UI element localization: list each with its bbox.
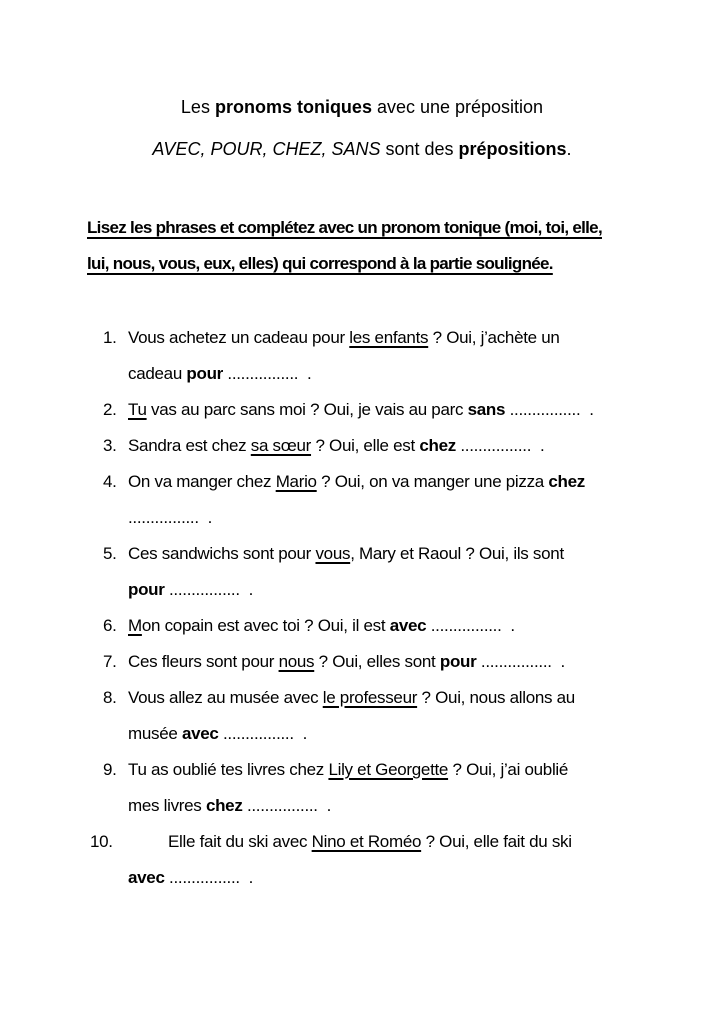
text-segment: vas au parc sans moi ? Oui, je vais au parc bbox=[146, 400, 468, 419]
text-segment: cadeau bbox=[128, 364, 187, 383]
exercise-item bbox=[103, 320, 637, 392]
exercise-line-first bbox=[103, 320, 637, 356]
text-segment: pour bbox=[186, 364, 223, 383]
text-segment: Vous allez au musée avec bbox=[128, 688, 323, 707]
text-segment: ? Oui, j’achète un bbox=[428, 328, 560, 347]
text-segment: Ces sandwichs sont pour bbox=[128, 544, 316, 563]
exercise-item bbox=[103, 464, 637, 536]
instruction-paragraph bbox=[87, 210, 637, 282]
exercise-item bbox=[103, 392, 637, 428]
exercise-line-first bbox=[103, 392, 637, 428]
text-segment: Tu as oublié tes livres chez bbox=[128, 760, 329, 779]
text-segment: Ces fleurs sont pour bbox=[128, 652, 279, 671]
exercise-line-continuation bbox=[103, 788, 637, 824]
text-segment: Nino et Roméo bbox=[311, 832, 422, 851]
exercise-line-continuation bbox=[103, 356, 637, 392]
text-segment: ................ . bbox=[164, 868, 254, 887]
text-segment: ? Oui, elle est bbox=[311, 436, 420, 455]
exercise-number: 6. bbox=[103, 616, 117, 635]
exercise-item bbox=[103, 680, 637, 752]
text-segment: avec bbox=[181, 724, 219, 743]
text-segment: les enfants bbox=[349, 328, 429, 347]
text-segment: sans bbox=[467, 400, 506, 419]
text-segment: ................ . bbox=[505, 400, 594, 419]
exercise-line-continuation bbox=[103, 500, 637, 536]
text-segment: avec bbox=[128, 868, 165, 887]
instruction-line: Lisez les phrases et complétez avec un pronom tonique (moi, toi, elle, bbox=[87, 218, 602, 237]
exercise-line-first bbox=[103, 680, 637, 716]
text-segment: ................ . bbox=[164, 580, 254, 599]
exercise-number: 2. bbox=[103, 400, 117, 419]
exercise-line-continuation bbox=[103, 716, 637, 752]
exercise-number: 7. bbox=[103, 652, 117, 671]
text-segment: ................ . bbox=[455, 436, 545, 455]
text-segment: le professeur bbox=[322, 688, 418, 707]
text-segment: M bbox=[128, 616, 142, 635]
text-segment: chez bbox=[548, 472, 585, 491]
text-segment: mes livres bbox=[128, 796, 206, 815]
page-title bbox=[87, 86, 637, 170]
text-segment: ? Oui, elle fait du ski bbox=[421, 832, 572, 851]
text-segment: ? Oui, nous allons au bbox=[417, 688, 575, 707]
text-segment: chez bbox=[419, 436, 456, 455]
text-segment: Sandra est chez bbox=[128, 436, 251, 455]
exercise-line-first bbox=[103, 464, 637, 500]
exercise-line-first bbox=[103, 644, 637, 680]
text-segment: chez bbox=[205, 796, 243, 815]
text-segment: ................ . bbox=[222, 364, 312, 383]
text-segment: Tu bbox=[128, 400, 147, 419]
text-segment: Elle fait du ski avec bbox=[168, 832, 312, 851]
text-segment: . bbox=[566, 139, 572, 159]
exercise-list bbox=[90, 320, 637, 896]
text-segment: AVEC, POUR, CHEZ, SANS bbox=[152, 139, 381, 159]
text-segment: musée bbox=[128, 724, 182, 743]
exercise-number: 8. bbox=[103, 688, 117, 707]
exercise-number: 3. bbox=[103, 436, 117, 455]
exercise-item bbox=[103, 644, 637, 680]
exercise-line-first bbox=[103, 752, 637, 788]
text-segment: On va manger chez bbox=[128, 472, 276, 491]
exercise-line-first bbox=[103, 536, 637, 572]
exercise-number: 10. bbox=[90, 832, 113, 851]
text-segment: on copain est avec toi ? Oui, il est bbox=[141, 616, 390, 635]
text-segment: ? Oui, j’ai oublié bbox=[448, 760, 569, 779]
exercise-item bbox=[103, 752, 637, 824]
exercise-line-continuation bbox=[103, 572, 637, 608]
instruction-line: lui, nous, vous, eux, elles) qui correspond à la partie soulignée. bbox=[87, 254, 553, 273]
text-segment: , Mary et Raoul ? Oui, ils sont bbox=[350, 544, 564, 563]
exercise-item bbox=[103, 428, 637, 464]
text-segment: sont des bbox=[380, 139, 459, 159]
text-segment: Lily et Georgette bbox=[328, 760, 449, 779]
title-line-2 bbox=[87, 128, 637, 170]
exercise-number: 9. bbox=[103, 760, 117, 779]
text-segment: pour bbox=[439, 652, 477, 671]
exercise-line-first bbox=[90, 824, 637, 860]
text-segment: avec une préposition bbox=[371, 97, 544, 117]
exercise-line-first bbox=[103, 608, 637, 644]
text-segment: prépositions bbox=[458, 139, 567, 159]
text-segment: Vous achetez un cadeau pour bbox=[128, 328, 350, 347]
text-segment: ................ . bbox=[218, 724, 308, 743]
exercise-line-first bbox=[103, 428, 637, 464]
text-segment: nous bbox=[278, 652, 315, 671]
exercise-line-continuation bbox=[103, 860, 637, 896]
text-segment: ? Oui, elles sont bbox=[314, 652, 440, 671]
exercise-number: 5. bbox=[103, 544, 117, 563]
text-segment: Mario bbox=[275, 472, 317, 491]
exercise-item bbox=[103, 608, 637, 644]
text-segment: ................ . bbox=[242, 796, 331, 815]
exercise-item bbox=[90, 824, 637, 896]
exercise-item bbox=[103, 536, 637, 608]
text-segment: avec bbox=[389, 616, 427, 635]
exercise-number: 1. bbox=[103, 328, 117, 347]
text-segment: Les bbox=[180, 97, 215, 117]
exercise-number: 4. bbox=[103, 472, 117, 491]
text-segment: ................ . bbox=[476, 652, 565, 671]
text-segment: ................ . bbox=[426, 616, 515, 635]
title-line-1 bbox=[87, 86, 637, 128]
text-segment: ? Oui, on va manger une pizza bbox=[316, 472, 549, 491]
text-segment: ................ . bbox=[128, 508, 213, 527]
text-segment: sa sœur bbox=[250, 436, 312, 455]
text-segment: pronoms toniques bbox=[214, 97, 372, 117]
text-segment: vous bbox=[315, 544, 351, 563]
text-segment: pour bbox=[128, 580, 165, 599]
